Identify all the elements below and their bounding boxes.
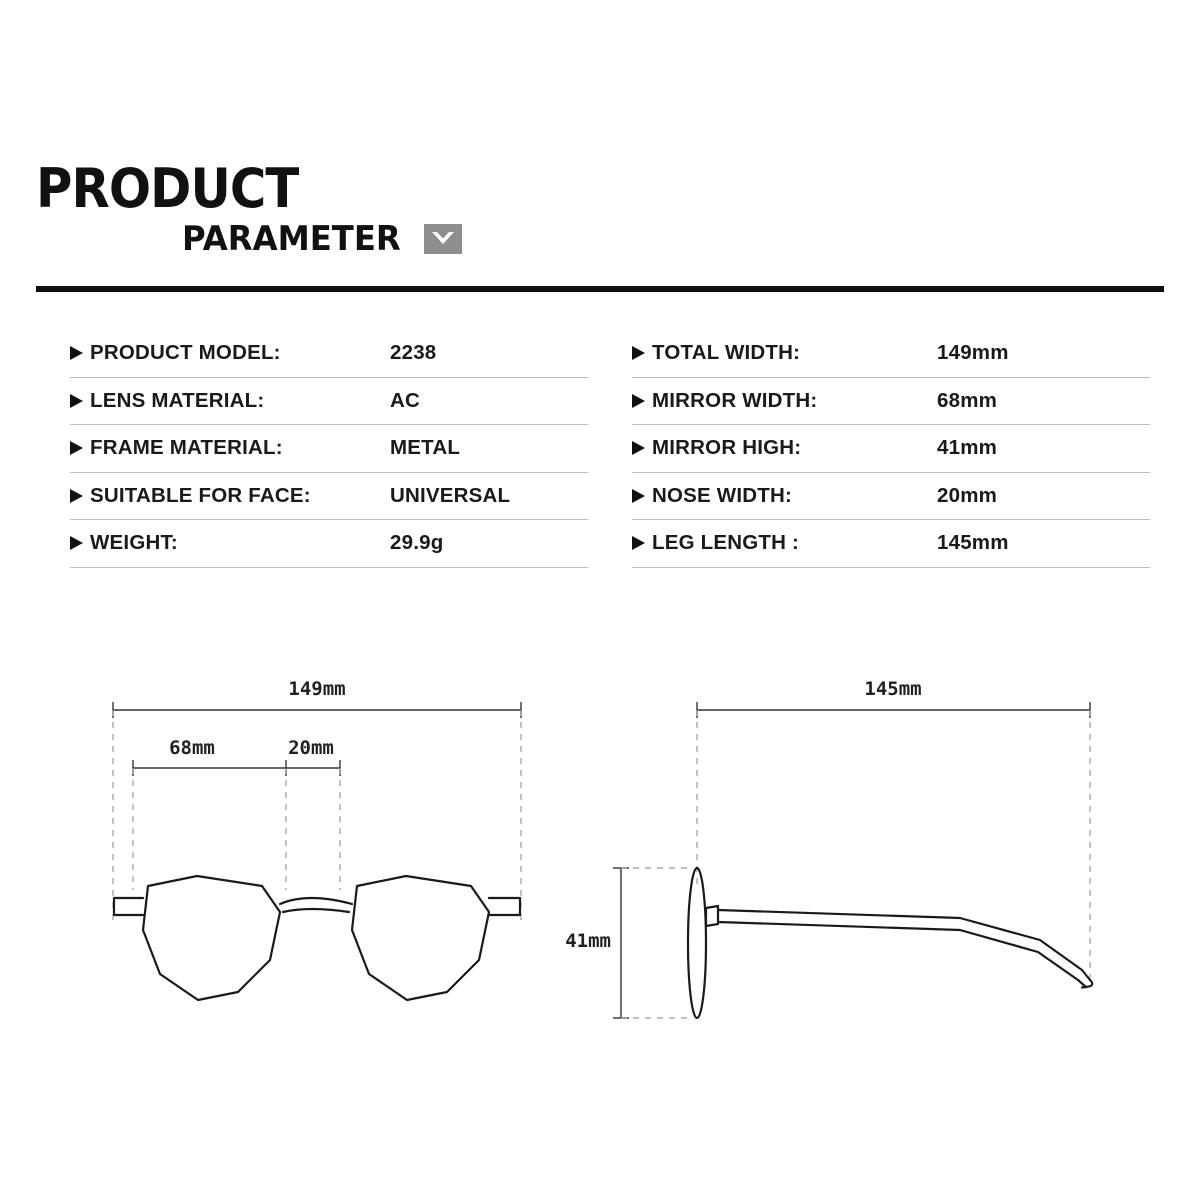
- spec-label: MIRROR HIGH:: [652, 436, 802, 460]
- spec-label: LENS MATERIAL:: [90, 388, 265, 412]
- spec-label: FRAME MATERIAL:: [90, 436, 283, 460]
- dim-leg-length: 145mm: [864, 678, 922, 700]
- header-divider: [36, 286, 1164, 292]
- table-row: [70, 330, 588, 378]
- spec-label: SUITABLE FOR FACE:: [90, 483, 311, 507]
- triangle-bullet-icon: [632, 346, 652, 360]
- spec-value: 149mm: [937, 341, 1009, 365]
- triangle-bullet-icon: [632, 489, 652, 503]
- table-row: [632, 473, 1150, 521]
- spec-label: MIRROR WIDTH:: [652, 388, 818, 412]
- triangle-bullet-icon: [632, 394, 652, 408]
- page-title-primary: PRODUCT: [36, 157, 299, 220]
- dim-nose-width: 20mm: [288, 737, 334, 759]
- table-row: [632, 520, 1150, 568]
- dim-lens-width: 68mm: [169, 737, 215, 759]
- spec-value: METAL: [390, 436, 461, 460]
- triangle-bullet-icon: [70, 441, 90, 455]
- page-header: [36, 157, 1164, 259]
- table-row: [632, 378, 1150, 426]
- spec-label: PRODUCT MODEL:: [90, 341, 281, 365]
- spec-label: LEG LENGTH :: [652, 531, 800, 555]
- spec-label: WEIGHT:: [90, 531, 178, 555]
- chevron-down-icon: [424, 224, 462, 254]
- spec-column-left: [70, 330, 588, 568]
- spec-value: 68mm: [937, 388, 998, 412]
- dim-total-width: 149mm: [288, 678, 346, 700]
- spec-value: 2238: [390, 341, 437, 365]
- spec-column-right: [632, 330, 1150, 568]
- spec-label: TOTAL WIDTH:: [652, 341, 801, 365]
- table-row: [632, 425, 1150, 473]
- table-row: [70, 378, 588, 426]
- spec-value: 41mm: [937, 436, 998, 460]
- dimension-diagrams: [0, 640, 1200, 1110]
- triangle-bullet-icon: [70, 536, 90, 550]
- spec-value: 145mm: [937, 531, 1009, 555]
- table-row: [70, 473, 588, 521]
- triangle-bullet-icon: [632, 441, 652, 455]
- triangle-bullet-icon: [70, 346, 90, 360]
- page-title-secondary-row: [36, 220, 1164, 258]
- triangle-bullet-icon: [70, 489, 90, 503]
- spec-label: NOSE WIDTH:: [652, 483, 792, 507]
- table-row: [632, 330, 1150, 378]
- triangle-bullet-icon: [70, 394, 90, 408]
- spec-value: 29.9g: [390, 531, 444, 555]
- table-row: [70, 425, 588, 473]
- spec-value: 20mm: [937, 483, 998, 507]
- dim-lens-height: 41mm: [565, 930, 611, 952]
- page-title-secondary: PARAMETER: [182, 219, 401, 259]
- spec-value: UNIVERSAL: [390, 483, 511, 507]
- front-view-diagram: [113, 678, 521, 1000]
- spec-value: AC: [390, 388, 421, 412]
- table-row: [70, 520, 588, 568]
- triangle-bullet-icon: [632, 536, 652, 550]
- spec-table: [70, 330, 1150, 568]
- side-view-diagram: [565, 678, 1092, 1018]
